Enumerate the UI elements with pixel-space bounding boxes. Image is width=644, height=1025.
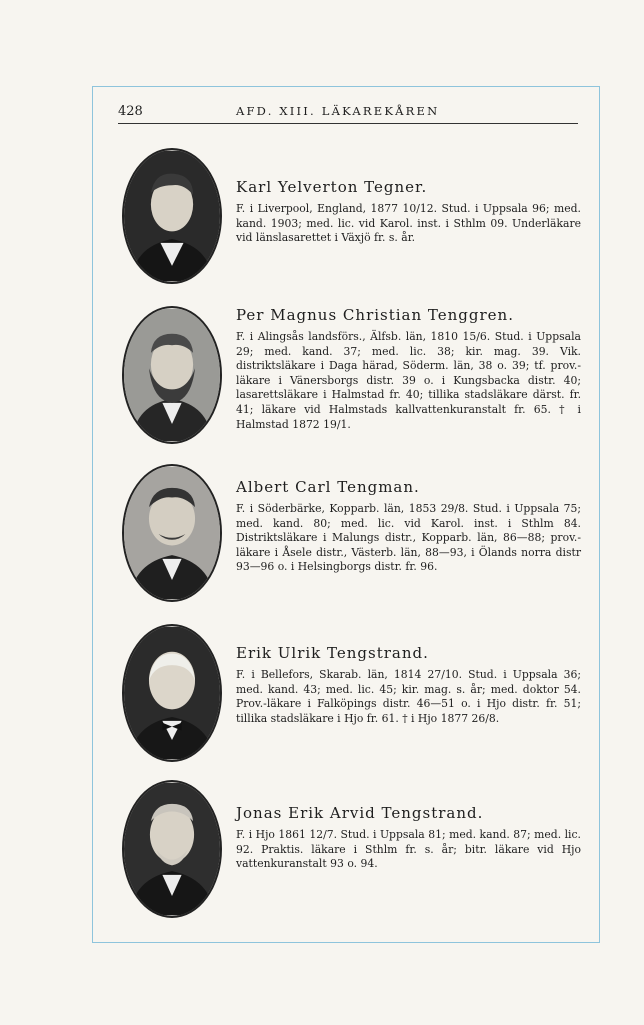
portrait-image [124,626,220,760]
portrait-photo [122,624,222,762]
portrait-image [124,782,220,916]
entry-name: Jonas Erik Arvid Tengstrand. [236,804,484,822]
entry-name: Karl Yelverton Tegner. [236,178,428,196]
portrait-image [124,308,220,442]
entry-bio: F. i Liverpool, England, 1877 10/12. Stud. i Uppsala 96; med. kand. 1903; med. lic. vid Karol. inst. i Sthlm 09. Underläkare vid länslasarettet i Växjö fr. s. år. [236,202,581,245]
header-rule [118,123,578,124]
entry-bio: F. i Söderbärke, Kopparb. län, 1853 29/8. Stud. i Uppsala 75; med. kand. 80; med. lic. vid Karol. inst. i Sthlm 84. Distriktsläkare i Malungs distr., Kopparb. län, 86—88; prov.-läkare i Åsele distr., Västerb. län, 88—93, i Ölands norra distr 93—96 o. i Helsingborgs distr. fr. 96. [236,502,581,574]
portrait-photo [122,306,222,444]
entry-tengstrand-jonas [118,780,588,920]
portrait-photo [122,464,222,602]
entry-bio: F. i Bellefors, Skarab. län, 1814 27/10. Stud. i Uppsala 36; med. kand. 43; med. lic. 45; kir. mag. s. år; med. doktor 54. Prov.-läkare i Falköpings distr. 46—51 o. i Hjo distr. fr. 51; tillika stadsläkare i Hjo fr. 61. † i Hjo 1877 26/8. [236,668,581,725]
entry-tegner-karl [118,148,588,288]
entry-tengman-albert [118,464,588,604]
page-number: 428 [118,104,143,119]
portrait-photo [122,148,222,284]
entry-bio: F. i Hjo 1861 12/7. Stud. i Uppsala 81; med. kand. 87; med. lic. 92. Praktis. läkare i Sthlm fr. s. år; bitr. läkare vid Hjo vattenkuranstalt 93 o. 94. [236,828,581,871]
portrait-image [124,150,220,282]
running-title: AFD. XIII. LÄKAREKÅREN [236,104,440,118]
entry-name: Albert Carl Tengman. [236,478,420,496]
portrait-image [124,466,220,600]
portrait-photo [122,780,222,918]
entry-tengstrand-erik [118,624,588,764]
entry-name: Erik Ulrik Tengstrand. [236,644,429,662]
page-header [118,104,578,124]
entry-tenggren-per [118,306,588,446]
entry-name: Per Magnus Christian Tenggren. [236,306,514,324]
entry-bio: F. i Alingsås landsförs., Älfsb. län, 1810 15/6. Stud. i Uppsala 29; med. kand. 37; med. lic. 38; kir. mag. 39. Vik. distriktsläkare i Daga härad, Söderm. län, 38 o. 39; tf. prov.-läkare i Vänersborgs distr. 39 o. i Kungsbacka distr. 40; lasarettsläkare i Halmstad fr. 40; tillika stadsläkare därst. fr. 41; läkare vid Halmstads kallvattenkuranstalt fr. 65. † i Halmstad 1872 19/1. [236,330,581,431]
